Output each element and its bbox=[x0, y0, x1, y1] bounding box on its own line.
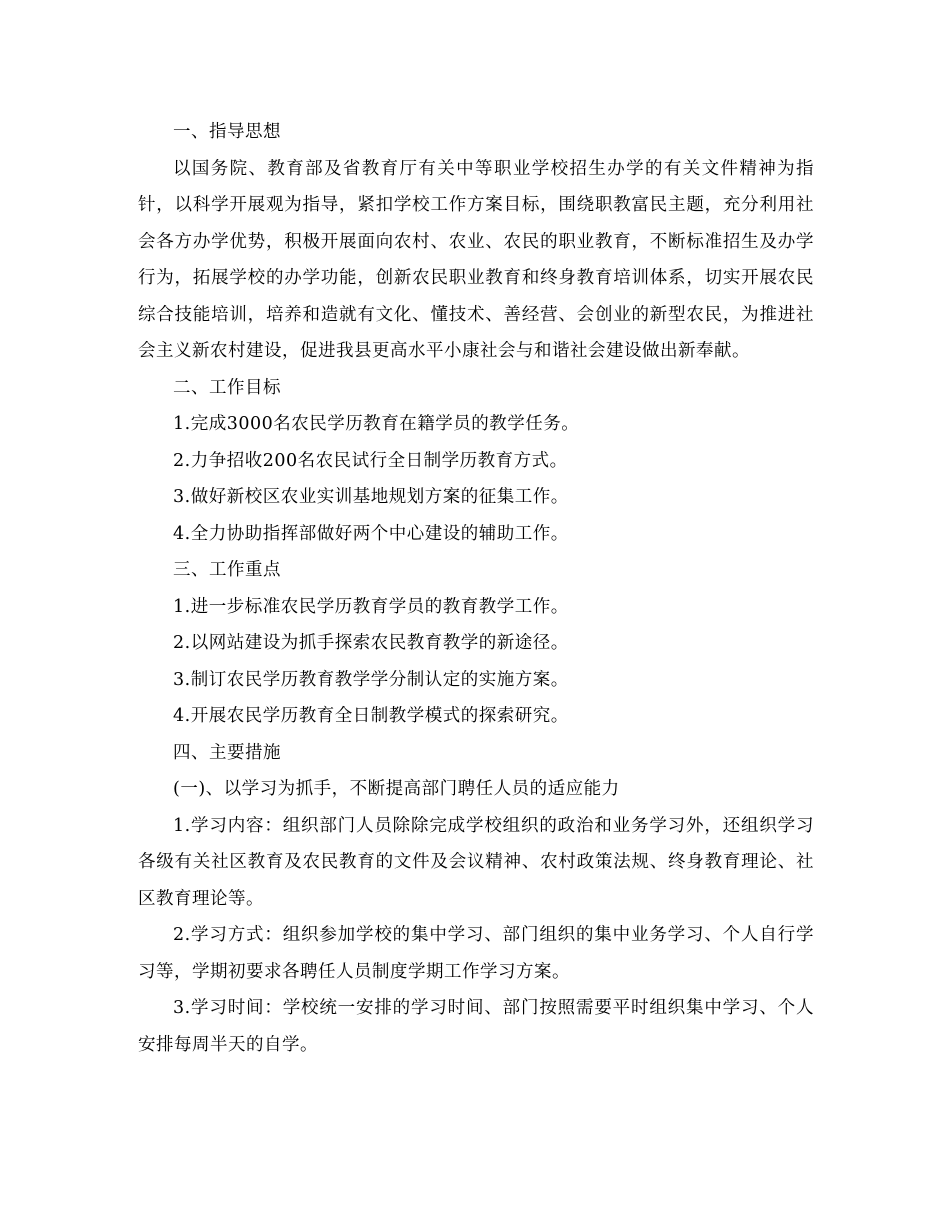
subsection-heading-learning: (一)、以学习为抓手，不断提高部门聘任人员的适应能力 bbox=[173, 779, 620, 799]
learning-time-item: 3.学习时间：学校统一安排的学习时间、部门按照需要平时组织集中学习、个人安排每周半天的自学。 bbox=[138, 998, 814, 1055]
work-focus-item-1: 1.进一步标准农民学历教育学员的教育教学工作。 bbox=[173, 596, 569, 617]
document-body bbox=[138, 114, 814, 1063]
section-heading-guiding-ideology: 一、指导思想 bbox=[173, 122, 281, 142]
section-heading-work-focus: 三、工作重点 bbox=[173, 560, 281, 580]
learning-method-item: 2.学习方式：组织参加学校的集中学习、部门组织的集中业务学习、个人自行学习等，学期初要求各聘任人员制度学期工作学习方案。 bbox=[138, 925, 814, 982]
work-goal-item-3: 3.做好新校区农业实训基地规划方案的征集工作。 bbox=[173, 487, 569, 507]
work-focus-item-2: 2.以网站建设为抓手探索农民教育教学的新途径。 bbox=[173, 633, 569, 653]
section-heading-main-measures: 四、主要措施 bbox=[173, 742, 281, 763]
work-goal-item-1: 1.完成3000名农民学历教育在籍学员的教学任务。 bbox=[173, 414, 580, 434]
work-focus-item-3: 3.制订农民学历教育教学学分制认定的实施方案。 bbox=[173, 669, 569, 690]
guiding-ideology-paragraph: 以国务院、教育部及省教育厅有关中等职业学校招生办学的有关文件精神为指针，以科学开展观为指导，紧扣学校工作方案目标，围绕职教富民主题，充分利用社会各方办学优势，积极开展面向农村、农业、农民的职业教育，不断标准招生及办学行为，拓展学校的办学功能，创新农民职业教育和终身教育培训体系，切实开展农民综合技能培训，培养和造就有文化、懂技术、善经营、会创业的新型农民，为推进社会主义新农村建设，促进我县更高水平小康社会与和谐社会建设做出新奉献。 bbox=[138, 158, 814, 361]
work-focus-item-4: 4.开展农民学历教育全日制教学模式的探索研究。 bbox=[173, 706, 569, 726]
learning-content-item: 1.学习内容：组织部门人员除除完成学校组织的政治和业务学习外，还组织学习各级有关社区教育及农民教育的文件及会议精神、农村政策法规、终身教育理论、社区教育理论等。 bbox=[138, 815, 814, 909]
section-heading-work-goals: 二、工作目标 bbox=[173, 377, 281, 398]
work-goal-item-4: 4.全力协助指挥部做好两个中心建设的辅助工作。 bbox=[173, 523, 569, 544]
work-goal-item-2: 2.力争招收200名农民试行全日制学历教育方式。 bbox=[173, 450, 568, 471]
